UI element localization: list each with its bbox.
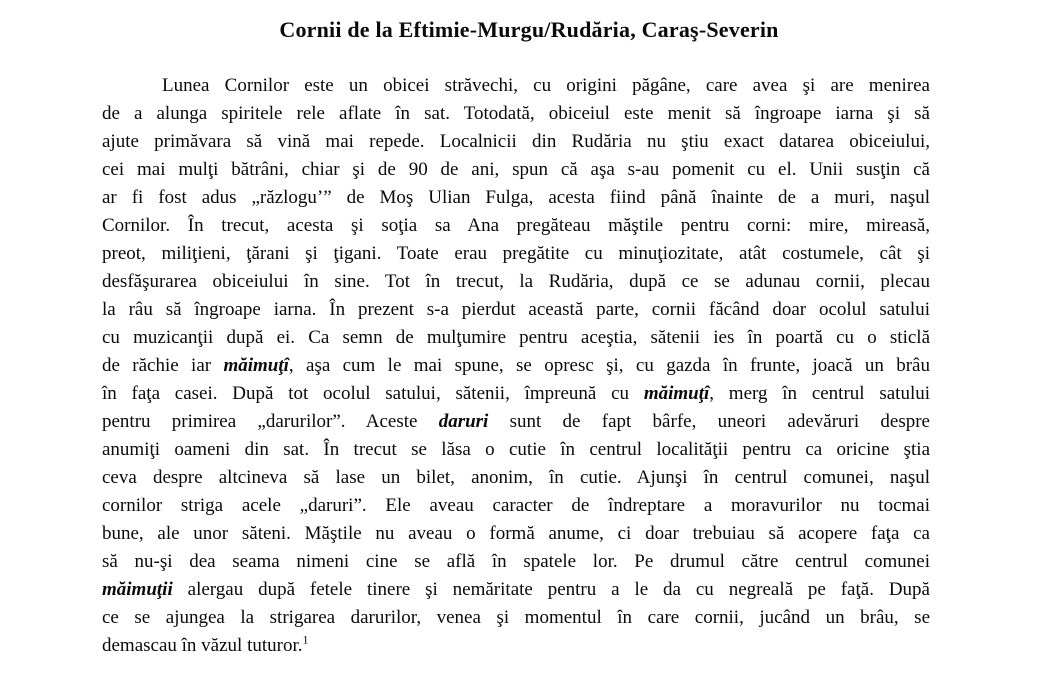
page-title: Cornii de la Eftimie-Murgu/Rudăria, Caraş-Severin	[279, 17, 779, 42]
text-line	[102, 632, 930, 660]
text-run: în faţa casei. După tot ocolul satului, sătenii, împreună cu	[102, 383, 644, 404]
text-line	[102, 240, 930, 268]
text-line	[102, 184, 930, 212]
text-run: la râu să îngroape iarna. În prezent s-a pierdut această parte, cornii făcând doar ocolul satului	[102, 299, 930, 320]
text-line	[102, 268, 930, 296]
text-run: cu muzicanţii după ei. Ca semn de mulţumire pentru aceştia, sătenii ies în poartă cu o sticlă	[102, 327, 930, 348]
text-line	[102, 324, 930, 352]
text-line	[102, 520, 930, 548]
text-line	[102, 604, 930, 632]
text-run: preot, miliţieni, ţărani şi ţigani. Toate erau pregătite cu minuţiozitate, atât costumele, cât şi	[102, 243, 930, 264]
text-run: de răchie iar	[102, 355, 224, 376]
text-run: , aşa cum le mai spune, se opresc şi, cu gazda în frunte, joacă un brâu	[288, 355, 930, 376]
body-paragraph	[102, 72, 930, 660]
text-line	[102, 548, 930, 576]
text-run: anumiţi oameni din sat. În trecut se lăsa o cutie în centrul localităţii pentru ca oricine ştia	[102, 439, 930, 460]
text-line	[102, 436, 930, 464]
text-run: cei mai mulţi bătrâni, chiar şi de 90 de ani, spun că aşa s-au pomenit cu el. Unii susţin că	[102, 159, 930, 180]
text-run: alergau după fetele tinere şi nemăritate pentru a le da cu negreală pe faţă. După	[172, 579, 930, 600]
text-line	[102, 492, 930, 520]
text-line	[102, 352, 930, 380]
text-run: ceva despre altcineva să lase un bilet, anonim, în cutie. Ajunşi în centrul comunei, naşul	[102, 467, 930, 488]
text-line	[102, 576, 930, 604]
text-run: demascau în văzul tuturor.	[102, 635, 303, 656]
text-run: , merg în centrul satului	[709, 383, 930, 404]
text-run: Lunea Cornilor este un obicei străvechi, cu origini păgâne, care avea şi are menirea	[162, 75, 930, 96]
text-run: să nu-şi dea seama nimeni cine se află în spatele lor. Pe drumul către centrul comunei	[102, 551, 930, 572]
text-run: ce se ajungea la strigarea darurilor, venea şi momentul în care cornii, jucând un brâu, se	[102, 607, 930, 628]
text-line	[102, 296, 930, 324]
text-line	[102, 72, 930, 100]
emphasized-term: măimuţî	[643, 383, 710, 404]
text-run: desfăşurarea obiceiului în sine. Tot în trecut, la Rudăria, după ce se adunau cornii, plecau	[102, 271, 930, 292]
text-run: bune, ale unor săteni. Măştile nu aveau o formă anume, ci doar trebuiau să acopere faţa ca	[102, 523, 930, 544]
text-run: de a alunga spiritele rele aflate în sat. Totodată, obiceiul este menit să îngroape iarna şi să	[102, 103, 930, 124]
text-line	[102, 212, 930, 240]
emphasized-term: măimuţii	[102, 579, 173, 600]
emphasized-term: daruri	[438, 411, 489, 432]
text-run: sunt de fapt bârfe, uneori adevăruri despre	[488, 411, 930, 432]
text-line	[102, 128, 930, 156]
text-line	[102, 380, 930, 408]
text-line	[102, 156, 930, 184]
text-run: Cornilor. În trecut, acesta şi soţia sa Ana pregăteau măştile pentru corni: mire, mireasă,	[102, 215, 930, 236]
text-line	[102, 464, 930, 492]
emphasized-term: măimuţî	[223, 355, 289, 376]
text-line	[102, 408, 930, 436]
text-line	[102, 100, 930, 128]
footnote-marker: 1	[302, 632, 309, 647]
text-run: pentru primirea „darurilor”. Aceste	[102, 411, 439, 432]
text-run: ajute primăvara să vină mai repede. Localnicii din Rudăria nu ştiu exact datarea obiceiului,	[102, 131, 930, 152]
text-run: ar fi fost adus „răzlogu’” de Moş Ulian Fulga, acesta fiind până înainte de a muri, naşul	[102, 187, 930, 208]
text-run: cornilor striga acele „daruri”. Ele aveau caracter de îndreptare a moravurilor nu tocmai	[102, 495, 930, 516]
